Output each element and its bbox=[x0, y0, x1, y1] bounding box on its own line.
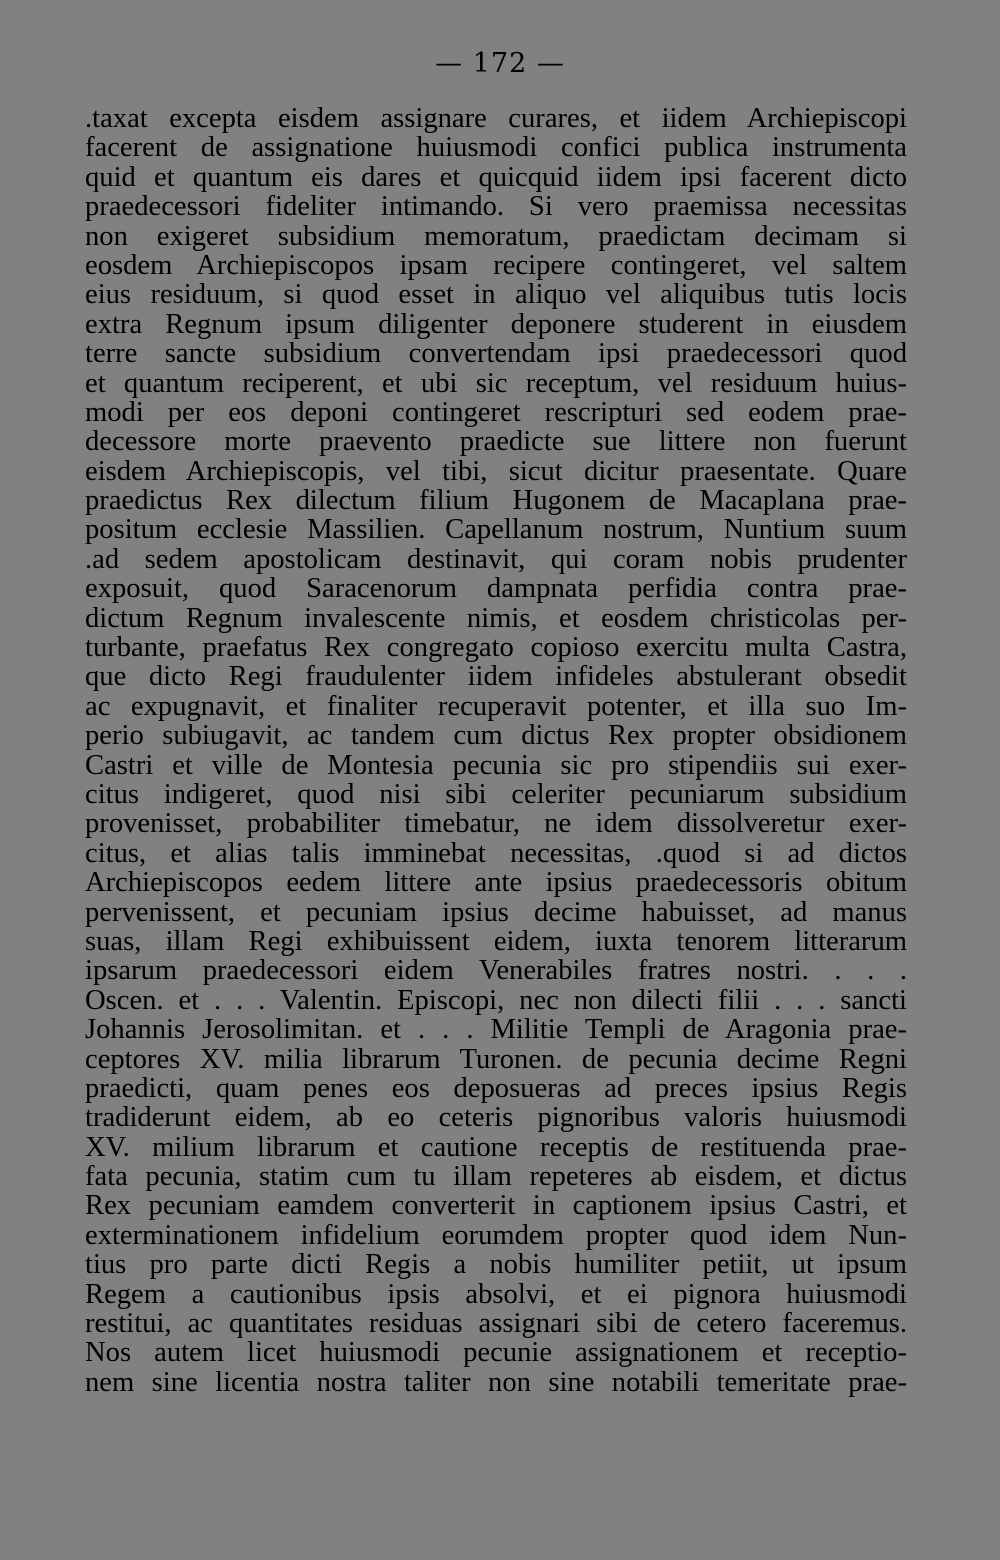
text-line: que dicto Regi fraudulenter iidem infideles abstulerant obsedit bbox=[85, 662, 907, 692]
text-line: eosdem Archiepiscopos ipsam recipere contingeret, vel saltem bbox=[85, 250, 907, 281]
text-line: pervenissent, et pecuniam ipsius decime habuisset, ad manus bbox=[85, 897, 907, 927]
text-line: terre sancte subsidium convertendam ipsi praedecessori quod bbox=[85, 339, 907, 369]
text-line: exposuit, quod Saracenorum dampnata perfidia contra prae- bbox=[85, 574, 907, 604]
text-line: XV. milium librarum et cautione receptis de restituenda prae- bbox=[85, 1132, 907, 1163]
text-line: et quantum reciperent, et ubi sic receptum, vel residuum huius- bbox=[85, 368, 907, 398]
text-line: Castri et ville de Montesia pecunia sic pro stipendiis sui exer- bbox=[85, 750, 907, 780]
text-line: decessore morte praevento praedicte sue littere non fuerunt bbox=[85, 427, 907, 457]
text-line: eisdem Archiepiscopis, vel tibi, sicut dicitur praesentate. Quare bbox=[85, 456, 907, 487]
text-line: .taxat excepta eisdem assignare curares, et iidem Archiepiscopi bbox=[85, 104, 907, 134]
text-line: ceptores XV. milia librarum Turonen. de pecunia decime Regni bbox=[85, 1044, 907, 1074]
text-line: .ad sedem apostolicam destinavit, qui coram nobis prudenter bbox=[85, 544, 907, 575]
text-line: tius pro parte dicti Regis a nobis humiliter petiit, ut ipsum bbox=[85, 1250, 907, 1280]
text-line: Regem a cautionibus ipsis absolvi, et ei pignora huiusmodi bbox=[85, 1279, 907, 1310]
page-number: — 172 — bbox=[435, 48, 565, 79]
text-line: exterminationem infidelium eorumdem propter quod idem Nun- bbox=[85, 1220, 907, 1251]
text-line: Johannis Jerosolimitan. et . . . Militie Templi de Aragonia prae- bbox=[85, 1015, 907, 1045]
text-line: Oscen. et . . . Valentin. Episcopi, nec non dilecti filii . . . sancti bbox=[85, 985, 907, 1016]
text-line: praedicti, quam penes eos deposueras ad preces ipsius Regis bbox=[85, 1073, 907, 1104]
text-line: praedictus Rex dilectum filium Hugonem de Macaplana prae- bbox=[85, 486, 907, 516]
text-line: ac expugnavit, et finaliter recuperavit potenter, et illa suo Im- bbox=[85, 691, 907, 722]
text-line: Archiepiscopos eedem littere ante ipsius praedecessoris obitum bbox=[85, 868, 907, 898]
text-line: citus indigeret, quod nisi sibi celeriter pecuniarum subsidium bbox=[85, 779, 907, 810]
text-line: Nos autem licet huiusmodi pecunie assignationem et receptio- bbox=[85, 1338, 907, 1368]
text-line: positum ecclesie Massilien. Capellanum nostrum, Nuntium suum bbox=[85, 515, 907, 545]
text-line: quid et quantum eis dares et quicquid iidem ipsi facerent dicto bbox=[85, 162, 907, 193]
text-line: eius residuum, si quod esset in aliquo vel aliquibus tutis locis bbox=[85, 280, 907, 310]
text-line: modi per eos deponi contingeret rescripturi sed eodem prae- bbox=[85, 397, 907, 428]
text-line: suas, illam Regi exhibuissent eidem, iuxta tenorem litterarum bbox=[85, 926, 907, 957]
text-line: nem sine licentia nostra taliter non sine notabili temeritate prae- bbox=[85, 1367, 907, 1398]
text-line: restitui, ac quantitates residuas assignari sibi de cetero faceremus. bbox=[85, 1309, 907, 1339]
text-line: Rex pecuniam eamdem converterit in captionem ipsius Castri, et bbox=[85, 1191, 907, 1221]
text-line: tradiderunt eidem, ab eo ceteris pignoribus valoris huiusmodi bbox=[85, 1103, 907, 1133]
text-line: fata pecunia, statim cum tu illam repeteres ab eisdem, et dictus bbox=[85, 1162, 907, 1192]
text-line: provenisset, probabiliter timebatur, ne idem dissolveretur exer- bbox=[85, 809, 907, 839]
text-line: ipsarum praedecessori eidem Venerabiles fratres nostri. . . . bbox=[85, 956, 907, 986]
text-line: praedecessori fideliter intimando. Si vero praemissa necessitas bbox=[85, 192, 907, 222]
text-line: perio subiugavit, ac tandem cum dictus Rex propter obsidionem bbox=[85, 721, 907, 751]
text-line: extra Regnum ipsum diligenter deponere studerent in eiusdem bbox=[85, 309, 907, 340]
text-line: dictum Regnum invalescente nimis, et eosdem christicolas per- bbox=[85, 603, 907, 634]
text-line: non exigeret subsidium memoratum, praedictam decimam si bbox=[85, 221, 907, 251]
text-line: turbante, praefatus Rex congregato copioso exercitu multa Castra, bbox=[85, 633, 907, 663]
text-line: citus, et alias talis imminebat necessitas, .quod si ad dictos bbox=[85, 838, 907, 869]
body-text bbox=[85, 104, 907, 1397]
text-line: facerent de assignatione huiusmodi confici publica instrumenta bbox=[85, 133, 907, 163]
